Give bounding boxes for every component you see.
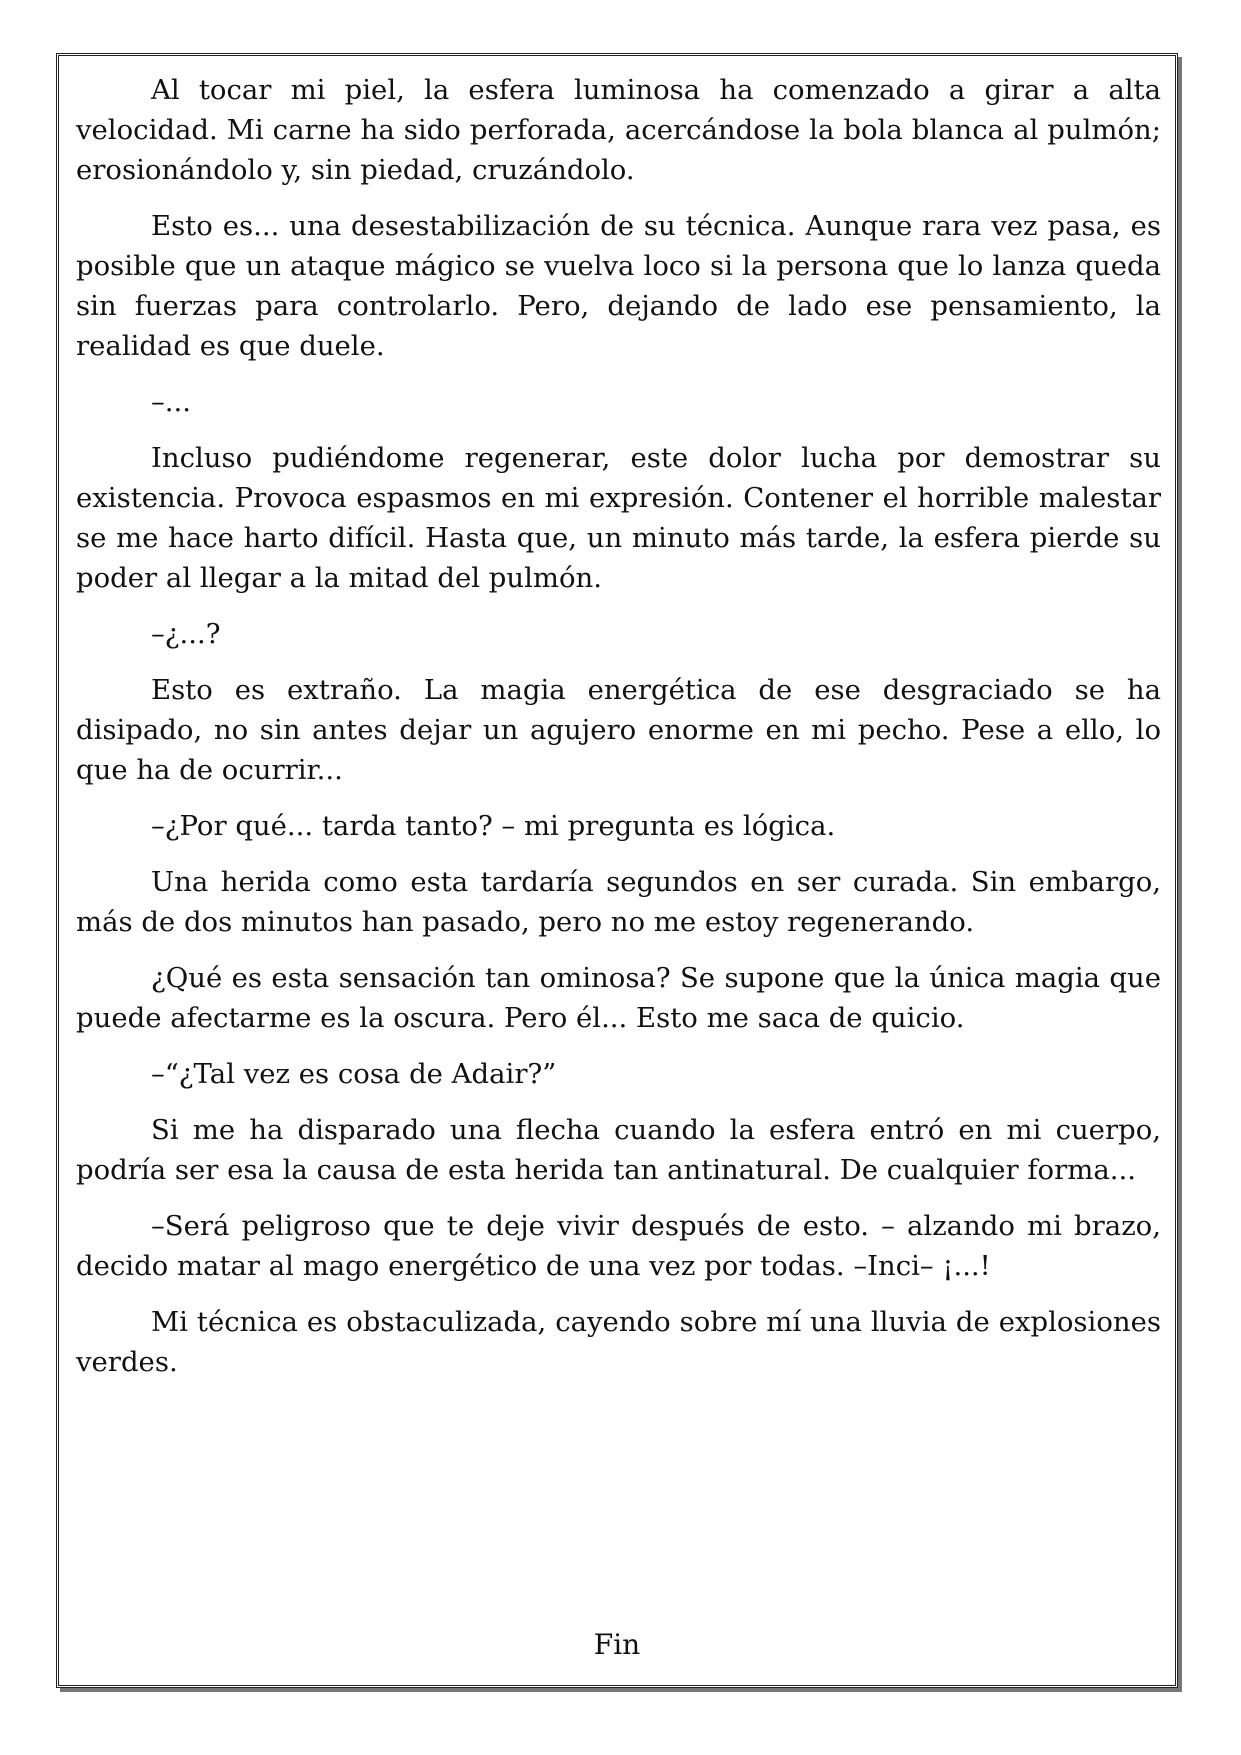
paragraph: –Será peligroso que te deje vivir después de esto. – alzando mi brazo, decido matar al mago energético de una vez por todas. –Inci– ¡...! xyxy=(76,1210,1161,1282)
paragraph: –¿Por qué... tarda tanto? – mi pregunta es lógica. xyxy=(151,810,836,842)
end-mark: Fin xyxy=(593,1628,641,1661)
paragraph: ¿Qué es esta sensación tan ominosa? Se supone que la única magia que puede afectarme es la oscura. Pero él... Esto me saca de quicio. xyxy=(76,962,1161,1034)
paragraph: Esto es... una desestabilización de su técnica. Aunque rara vez pasa, es posible que un ataque mágico se vuelva loco si la persona que lo lanza queda sin fuerzas para controlarlo. Pero, dejando de lado ese pensamiento, la realidad es que duele. xyxy=(76,210,1161,362)
paragraph: Si me ha disparado una flecha cuando la esfera entró en mi cuerpo, podría ser esa la causa de esta herida tan antinatural. De cualquier forma... xyxy=(76,1114,1161,1186)
paragraph: Incluso pudiéndome regenerar, este dolor lucha por demostrar su existencia. Provoca espasmos en mi expresión. Contener el horrible malestar se me hace harto difícil. Hasta que, un minuto más tarde, la esfera pierde su poder al llegar a la mitad del pulmón. xyxy=(76,442,1161,594)
paragraph: –... xyxy=(151,386,191,418)
paragraph: –“¿Tal vez es cosa de Adair?” xyxy=(151,1058,557,1090)
paragraph: –¿...? xyxy=(151,618,221,650)
page-body xyxy=(76,70,1161,1398)
paragraph: Una herida como esta tardaría segundos en ser curada. Sin embargo, más de dos minutos han pasado, pero no me estoy regenerando. xyxy=(76,866,1161,938)
paragraph: Mi técnica es obstaculizada, cayendo sobre mí una lluvia de explosiones verdes. xyxy=(76,1306,1161,1378)
paragraph: Al tocar mi piel, la esfera luminosa ha comenzado a girar a alta velocidad. Mi carne ha sido perforada, acercándose la bola blanca al pulmón; erosionándolo y, sin piedad, cruzándolo. xyxy=(76,74,1161,186)
page-frame xyxy=(56,53,1178,1688)
paragraph: Esto es extraño. La magia energética de ese desgraciado se ha disipado, no sin antes dejar un agujero enorme en mi pecho. Pese a ello, lo que ha de ocurrir... xyxy=(76,674,1161,786)
